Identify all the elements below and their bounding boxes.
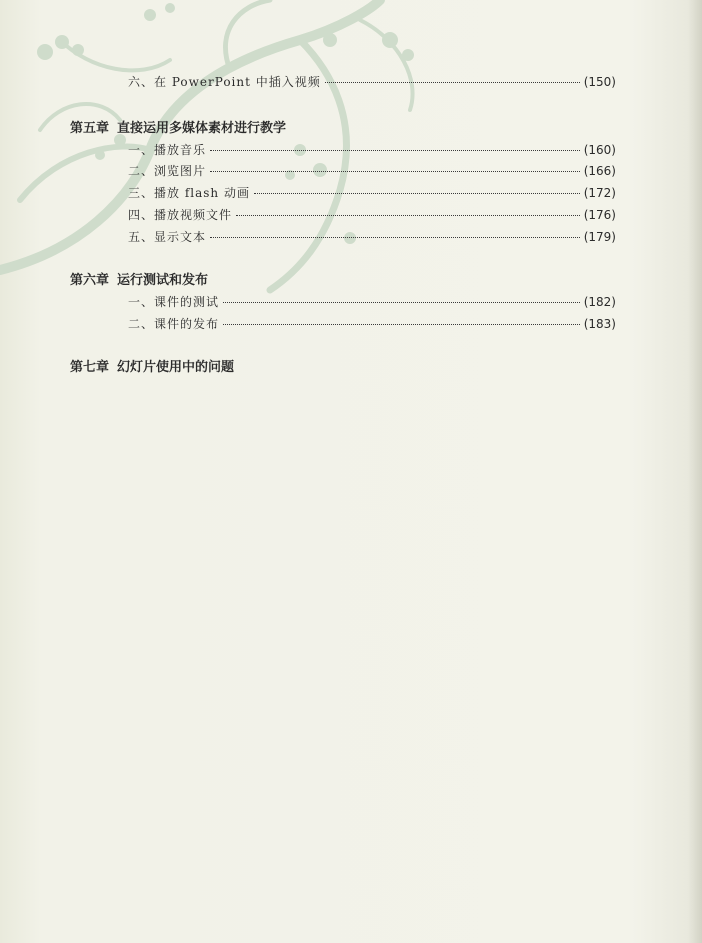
dot-leader	[223, 324, 580, 325]
entry-title: 二、课件的发布	[128, 317, 220, 331]
toc-entry-play-music[interactable]	[128, 141, 616, 161]
entry-title: 一、播放音乐	[128, 143, 207, 157]
entry-title: 四、播放视频文件	[128, 208, 233, 222]
entry-title: 三、播放 flash 动画	[128, 186, 250, 200]
chapter-title: 幻灯片使用中的问题	[117, 360, 235, 375]
entry-title: 五、显示文本	[128, 230, 207, 244]
chapter-title: 直接运用多媒体素材进行教学	[117, 121, 287, 136]
dot-leader	[210, 150, 580, 151]
page-edge-shadow	[688, 0, 702, 943]
page-number: (182)	[583, 295, 616, 309]
chapter-number: 第七章	[70, 360, 110, 375]
dot-leader	[236, 215, 580, 216]
chapter-number: 第六章	[70, 273, 110, 288]
toc-entry-play-flash[interactable]	[128, 184, 616, 204]
page-number: (179)	[583, 230, 616, 244]
page-number: (176)	[583, 208, 616, 222]
entry-title: 六、在 PowerPoint 中插入视频	[128, 75, 321, 89]
entry-title: 一、课件的测试	[128, 295, 220, 309]
chapter-number: 第五章	[70, 121, 110, 136]
chapter-heading-5[interactable]	[70, 117, 286, 139]
page-number: (160)	[583, 143, 616, 157]
toc-entry-insert-video[interactable]	[128, 73, 616, 93]
dot-leader	[210, 237, 580, 238]
dot-leader	[325, 82, 580, 83]
toc-entry-play-video-files[interactable]	[128, 206, 616, 226]
toc-entry-browse-images[interactable]	[128, 162, 616, 182]
toc-entry-courseware-publishing[interactable]	[128, 315, 616, 335]
page-number: (166)	[583, 164, 616, 178]
toc-entry-display-text[interactable]	[128, 228, 616, 248]
dot-leader	[254, 193, 580, 194]
chapter-heading-6[interactable]	[70, 269, 208, 291]
dot-leader	[223, 302, 580, 303]
entry-title: 二、浏览图片	[128, 164, 207, 178]
page-number: (150)	[583, 75, 616, 89]
dot-leader	[210, 171, 580, 172]
chapter-title: 运行测试和发布	[117, 273, 209, 288]
page-number: (172)	[583, 186, 616, 200]
toc-entry-courseware-testing[interactable]	[128, 293, 616, 313]
chapter-heading-7[interactable]	[70, 356, 234, 378]
page-number: (183)	[583, 317, 616, 331]
